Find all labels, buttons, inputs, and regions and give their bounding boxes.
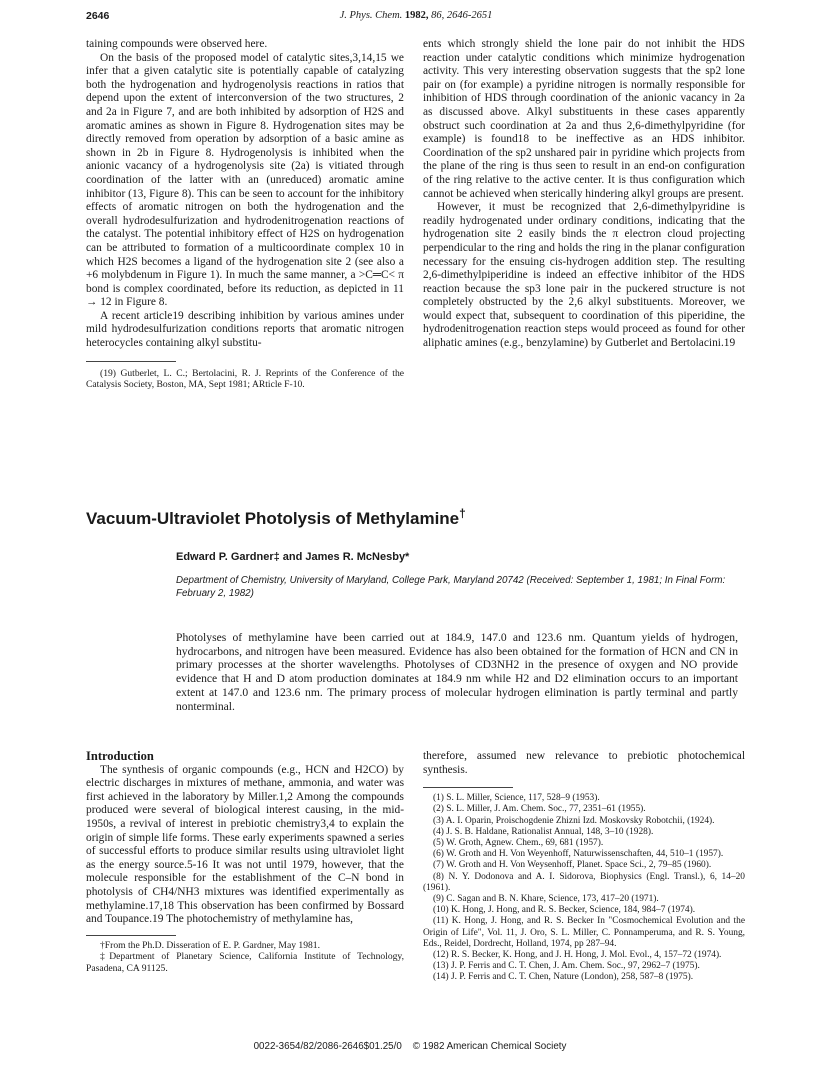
- reference-item: (8) N. Y. Dodonova and A. I. Sidorova, Biophysics (Engl. Transl.), 6, 14–20 (1961).: [423, 871, 745, 893]
- reference-item: (6) W. Groth and H. Von Weyenhoff, Naturwissenschaften, 44, 510–1 (1957).: [433, 849, 724, 860]
- reference-item: (5) W. Groth, Agnew. Chem., 69, 681 (1957).: [433, 838, 604, 848]
- article-code: 0022-3654/82/2086-2646$01.25/0: [253, 1041, 402, 1052]
- footnote-rule: [86, 935, 176, 936]
- reference-item: (4) J. S. B. Haldane, Rationalist Annual, 148, 3–10 (1928).: [433, 826, 654, 837]
- reference-item: (13) J. P. Ferris and C. T. Chen, J. Am. Chem. Soc., 97, 2962–7 (1975).: [433, 961, 700, 972]
- paragraph: therefore, assumed new relevance to prebiotic photochemical synthesis.: [423, 750, 745, 776]
- continued-article-column-2: [423, 38, 745, 351]
- paragraph: However, it must be recognized that 2,6-dimethylpyridine is readily hydrogenated under ordinary conditions, indicating that the hydrogenation site 2 easily binds the π electron cloud projecting perpendicular to the ring and holds the ring in the planar configuration necessary for the ensuing cis-hydrogen addition step. The resulting 2,6-dimethylpiperidine is indeed an effective inhibitor of the HDS reaction because the sp3 lone pair in the puckered structure is not completely obstructed by the 2,6 alkyl substituents. Moreover, we would expect that, subsequent to coordination of this piperidine, the hydrodenitrogenation reaction steps would proceed as found for other aliphatic amines (e.g., benzylamine) by Gutberlet and Bertolacini.19: [423, 201, 745, 350]
- reference-item: (7) W. Groth and H. Von Weysenhoff, Planet. Space Sci., 2, 79–85 (1960).: [433, 860, 712, 871]
- page-number: 2646: [86, 10, 110, 22]
- article-affiliation: Department of Chemistry, University of Maryland, College Park, Maryland 20742 (Received: September 1, 1981; In Final Form: February 2, 1982): [176, 575, 726, 599]
- abstract: Photolyses of methylamine have been carried out at 184.9, 147.0 and 123.6 nm. Quantum yields of hydrogen, hydrocarbons, and nitrogen have been measured. Evidence has also been obtained for the formation of HCN and CN in primary processes at the shorter wavelengths. Photolyses of CD3NH2 in the presence of oxygen and NO provide evidence that H and D atom production dominates at 184.9 nm while H2 and D2 elimination occurs to an important extent at 147.0 and 123.6 nm. The primary process of molecular hydrogen elimination is partly terminal and partly nonterminal.: [176, 631, 738, 713]
- copyright: © 1982 American Chemical Society: [412, 1041, 567, 1052]
- title-footnote-mark: †: [459, 506, 466, 521]
- paragraph: The synthesis of organic compounds (e.g., HCN and H2CO) by electric discharges in mixtures of methane, ammonia, and water was first achieved in the laboratory by Miller.1,2 Among the compounds produced were several of biological interest causing, in the mid-1950s, a revival of interest in prebiotic chemistry3,4 to explain the origin of simple life forms. These early experiments spawned a series of successful efforts to produce similar results using ultraviolet light as the energy source.5-16 It was not until 1979, however, that the molecule responsible for the establishment of the C–N bond in photolysis of CH4/NH3 mixtures was identified experimentally as methylamine.17,18 This observation has been confirmed by Bossard and Toupance.19 The photochemistry of methylamine has,: [86, 763, 404, 926]
- introduction-column-2: [423, 750, 745, 984]
- paragraph: A recent article19 describing inhibition by various amines under mild hydrodesulfurization conditions reports that aromatic nitrogen heterocycles containing alkyl substitu-: [86, 309, 404, 350]
- article-authors: Edward P. Gardner‡ and James R. McNesby*: [176, 551, 410, 563]
- reference-item: (3) A. I. Oparin, Proischogdenie Zhizni Izd. Moskovsky Robotchii, (1924).: [433, 815, 715, 826]
- footnote-double-dagger: ‡Department of Planetary Science, California Institute of Technology, Pasadena, CA 91125.: [86, 951, 404, 974]
- reference-item: (10) K. Hong, J. Hong, and R. S. Becker, Science, 184, 984–7 (1974).: [433, 905, 696, 916]
- paragraph: ents which strongly shield the lone pair do not inhibit the HDS reaction under catalytic conditions which minimize hydrogenation activity. This very interesting observation suggests that the sp2 lone pair on (for example) a pyridine nitrogen is normally responsible for inhibition of HDS through coordination of the anionic vacancy in 2a as discussed above. Alkyl substituents in these cases apparently obstruct such coordination at 2a and thus 2,6-dimethylpyridine (for example) is found18 to be ineffective as an HDS inhibitor. Coordination of the sp2 unshared pair in pyridine which projects from the plane of the ring is thus seen to result in an end-on configuration of the ring relative to the active center. It is thus configuration which cannot be achieved when sterically hindering alkyl groups are present.: [423, 38, 745, 200]
- journal-year: 1982,: [404, 10, 429, 21]
- reference-item: (14) J. P. Ferris and C. T. Chen, Nature (London), 258, 587–8 (1975).: [433, 972, 694, 983]
- references-rule: [423, 787, 513, 788]
- page-footer: [0, 1041, 820, 1052]
- footnote-19: (19) Gutberlet, L. C.; Bertolacini, R. J. Reprints of the Conference of the Catalysis Society, Boston, MA, Sept 1981; ARticle F-10.: [86, 367, 404, 391]
- reference-item: (9) C. Sagan and B. N. Khare, Science, 173, 417–20 (1971).: [433, 894, 659, 905]
- running-header: [86, 10, 746, 26]
- journal-name: J. Phys. Chem.: [339, 10, 403, 21]
- footnote-rule: [86, 361, 176, 362]
- article-title-text: Vacuum-Ultraviolet Photolysis of Methylamine: [86, 509, 460, 528]
- reference-item: (1) S. L. Miller, Science, 117, 528–9 (1953).: [433, 793, 600, 804]
- journal-citation: [86, 10, 746, 21]
- introduction-column-1: [86, 750, 404, 974]
- section-heading: Introduction: [86, 749, 154, 763]
- reference-list: [423, 793, 745, 983]
- paragraph: taining compounds were observed here.: [86, 38, 268, 50]
- journal-volume-pages: 86, 2646-2651: [431, 10, 493, 21]
- paragraph: On the basis of the proposed model of catalytic sites,3,14,15 we infer that a given catalytic site is potentially capable of catalyzing both the hydrogenation and hydrogenolysis reactions in ratios that depend upon the extent of interconversion of the two structures, 2 and 2a in Figure 7, and are both inhibited by adsorption of H2S and aromatic amines as shown in Figure 8. Hydrogenation sites may be directly removed from operation by adsorption of a basic amine as shown in 2b in Figure 8. Hydrogenolysis is inhibited when the anionic vacancy of a hydrogenolysis site (2a) is vitiated through coordination of the latter with an (unreduced) aromatic amine inhibitor (13, Figure 8). This can be seen to account for the inhibitory effects of aromatic nitrogen on both the hydrogenation and the overall hydrodesulfurization and hydrodenitrogenation reactions of the catalyst. The potential inhibitory effect of H2S on hydrogenation can be attributed to formation of a multicoordinate complex 10 in which H2S becomes a ligand of the hydrogenation site 2 (see also a +6 molybdenum in Figure 1). In much the same manner, a >C═C< π bond is complex coordinated, before its reduction, as depicted in 11 → 12 in Figure 8.: [86, 51, 404, 309]
- reference-item: (12) R. S. Becker, K. Hong, and J. H. Hong, J. Mol. Evol., 4, 157–72 (1974).: [433, 950, 722, 961]
- reference-item: (11) K. Hong, J. Hong, and R. S. Becker In "Cosmochemical Evolution and the Origin of Life", Vol. 11, J. Oro, S. L. Miller, C. Ponnamperuma, and R. S. Young, Eds., Reidel, Dordrecht, Holland, 1974, pp 287–94.: [423, 916, 745, 949]
- reference-item: (2) S. L. Miller, J. Am. Chem. Soc., 77, 2351–61 (1955).: [433, 804, 646, 815]
- continued-article-column-1: [86, 38, 404, 390]
- article-title: [86, 506, 466, 529]
- footnote-dagger: †From the Ph.D. Disseration of E. P. Gardner, May 1981.: [100, 939, 320, 951]
